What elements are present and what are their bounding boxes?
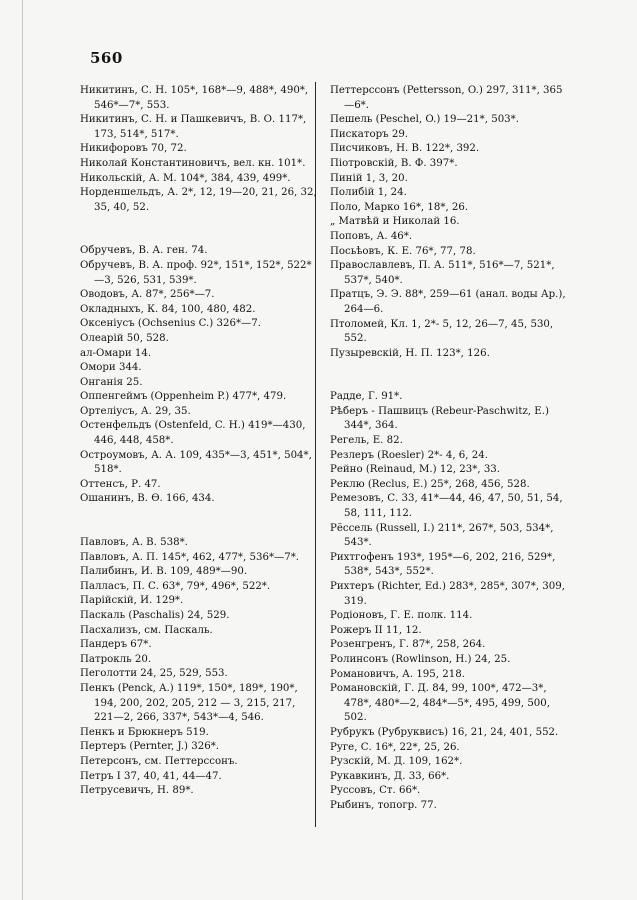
index-entry: Пузыревскій, Н. П. 123*, 126. — [330, 347, 490, 359]
index-entry: Остроумовъ, А. А. 109, 435*—3, 451*, 504*, 518*. — [80, 449, 312, 476]
index-entry: Оводовъ, А. 87*, 256*—7. — [80, 289, 215, 301]
index-entry: Норденшельдъ, А. 2*, 12, 19—20, 21, 26, 32, 35, 40, 52. — [80, 187, 317, 213]
index-entry: Резлеръ (Roesler) 2*- 4, 6, 24. — [330, 449, 488, 461]
index-entry: Рихтгофенъ 193*, 195*—6, 202, 216, 529*, 538*, 543*, 552*. — [330, 551, 556, 578]
index-entry: Онганія 25. — [80, 376, 143, 388]
index-entry: Пиній 1, 3, 20. — [330, 172, 408, 184]
index-entry: Руссовъ, Ст. 66*. — [330, 785, 421, 797]
index-entry: Посьѣовъ, К. Е. 76*, 77, 78. — [330, 245, 476, 257]
section-gap — [330, 361, 566, 390]
index-entry: Поло, Марко 16*, 18*, 26. — [330, 201, 469, 213]
index-entry: Николай Константиновичъ, вел. кн. 101*. — [80, 157, 306, 169]
index-entry: Регель, Е. 82. — [330, 435, 403, 447]
index-entry: Оттенсъ, Р. 47. — [80, 478, 161, 490]
index-column-right — [330, 84, 566, 814]
index-entry: Паскаль (Paschalis) 24, 529. — [80, 610, 230, 621]
index-entry: Палибинъ, И. В. 109, 489*—90. — [80, 566, 248, 578]
index-entry: Пешель (Peschel, O.) 19—21*, 503*. — [330, 114, 519, 126]
index-entry: Павловъ, А. В. 538*. — [80, 537, 188, 549]
index-entry: Рейно (Reinaud, M.) 12, 23*, 33. — [330, 464, 501, 476]
index-entry: Павловъ, А. П. 145*, 462, 477*, 536*—7*. — [80, 551, 300, 563]
index-column-left — [80, 84, 318, 799]
index-entry: Пискаторъ 29. — [330, 128, 409, 140]
index-entry: Рѣберъ - Пашвицъ (Rebeur-Paschwitz, E.) 344*, 364. — [330, 405, 549, 432]
index-entry: Руге, С. 16*, 22*, 25, 26. — [330, 741, 460, 753]
index-entry: Пенкъ и Брюкнеръ 519. — [80, 726, 209, 738]
index-entry: Петръ I 37, 40, 41, 44—47. — [80, 770, 222, 782]
index-entry: Ремезовъ, С. 33, 41*—44, 46, 47, 50, 51, 54, 58, 111, 112. — [330, 493, 563, 520]
index-entry: Никитинъ, С. Н. и Пашкевичъ, В. О. 117*, 173, 514*, 517*. — [80, 114, 307, 140]
index-entry: Ролинсонъ (Rowlinson, H.) 24, 25. — [330, 653, 511, 665]
index-entry: Патрокль 20. — [80, 653, 152, 665]
index-entry: Обручевъ, В. А. проф. 92*, 151*, 152*, 522*—3, 526, 531, 539*. — [80, 259, 312, 286]
index-entry: Родіоновъ, Г. Е. полк. 114. — [330, 610, 473, 622]
index-entry: ал-Омари 14. — [80, 347, 152, 359]
index-entry: „ Матвѣй и Николай 16. — [330, 216, 460, 228]
index-entry: Пасхализъ, см. Паскаль. — [80, 624, 213, 636]
index-entry: Рожеръ II 11, 12. — [330, 624, 422, 636]
index-entry: Рузскій, М. Д. 109, 162*. — [330, 756, 463, 768]
index-entry: Петерсонъ, см. Петтерссонъ. — [80, 755, 238, 767]
index-entry: Романовичъ, А. 195, 218. — [330, 668, 465, 680]
index-entry: Олеарій 50, 528. — [80, 332, 169, 344]
index-entry: Пеголотти 24, 25, 529, 553. — [80, 668, 228, 680]
index-entry: Петрусевичъ, Н. 89*. — [80, 785, 194, 797]
index-entry: Обручевъ, В. А. ген. 74. — [80, 245, 208, 257]
index-entry: Пертеръ (Pernter, J.) 326*. — [80, 741, 220, 753]
index-entry: Палласъ, П. С. 63*, 79*, 496*, 522*. — [80, 580, 271, 592]
index-entry: Писчиковъ, Н. В. 122*, 392. — [330, 143, 480, 155]
page-edge — [22, 0, 23, 900]
index-entry: Ортеліусъ, А. 29, 35. — [80, 405, 191, 417]
page-number: 560 — [90, 49, 123, 67]
index-entry: Розенгренъ, Г. 87*, 258, 264. — [330, 639, 486, 651]
index-entry: Окладныхъ, К. 84, 100, 480, 482. — [80, 303, 256, 315]
index-entry: Никольскій, А. М. 104*, 384, 439, 499*. — [80, 172, 291, 184]
index-entry: Православлевъ, П. А. 511*, 516*—7, 521*, 537*, 540*. — [330, 260, 555, 286]
index-entry: Пандеръ 67*. — [80, 639, 152, 651]
index-entry: Полибій 1, 24. — [330, 187, 407, 199]
index-entry: Ошанинъ, В. Ѳ. 166, 434. — [80, 493, 215, 505]
section-gap — [80, 507, 318, 536]
index-entry: Рихтеръ (Richter, Ed.) 283*, 285*, 307*, 309, 319. — [330, 581, 565, 607]
section-gap — [80, 215, 318, 244]
index-entry: Рукавкинъ, Д. 33, 66*. — [330, 770, 450, 782]
index-entry: Птоломей, Кл. 1, 2*- 5, 12, 26—7, 45, 530, 552. — [330, 318, 554, 345]
index-entry: Піотровскій, В. Ф. 397*. — [330, 157, 458, 169]
index-entry: Радде, Г. 91*. — [330, 391, 403, 403]
index-entry: Петтерссонъ (Pettersson, O.) 297, 311*, 365—6*. — [330, 85, 563, 111]
index-entry: Никитинъ, С. Н. 105*, 168*—9, 488*, 490*, 546*—7*, 553. — [80, 85, 309, 111]
index-entry: Парійскій, И. 129*. — [80, 595, 184, 607]
index-entry: Рыбинъ, топогр. 77. — [330, 799, 437, 811]
index-entry: Поповъ, А. 46*. — [330, 230, 413, 242]
index-entry: Пратцъ, Э. Э. 88*, 259—61 (анал. воды Ар.), 264—6. — [330, 289, 566, 315]
index-entry: Пенкъ (Penck, A.) 119*, 150*, 189*, 190*, 194, 200, 202, 205, 212 — 3, 215, 217, 221—2, 266, 337*, 543*—4, 546. — [80, 682, 298, 724]
index-entry: Рёссель (Russell, I.) 211*, 267*, 503, 534*, 543*. — [330, 522, 554, 549]
index-entry: Омори 344. — [80, 362, 142, 374]
index-entry: Реклю (Reclus, E.) 25*, 268, 456, 528. — [330, 478, 530, 490]
index-entry: Рубрукъ (Рубруквисъ) 16, 21, 24, 401, 552. — [330, 726, 559, 738]
index-entry: Романовскій, Г. Д. 84, 99, 100*, 472—3*, 478*, 480*—2, 484*—5*, 495, 499, 500, 502. — [330, 683, 551, 724]
index-entry: Остенфельдъ (Ostenfeld, C. H.) 419*—430, 446, 448, 458*. — [80, 420, 306, 447]
index-entry: Никифоровъ 70, 72. — [80, 143, 187, 155]
index-entry: Оксеніусъ (Ochsenius C.) 326*—7. — [80, 318, 261, 330]
index-entry: Оппенгеймъ (Oppenheim P.) 477*, 479. — [80, 391, 287, 403]
